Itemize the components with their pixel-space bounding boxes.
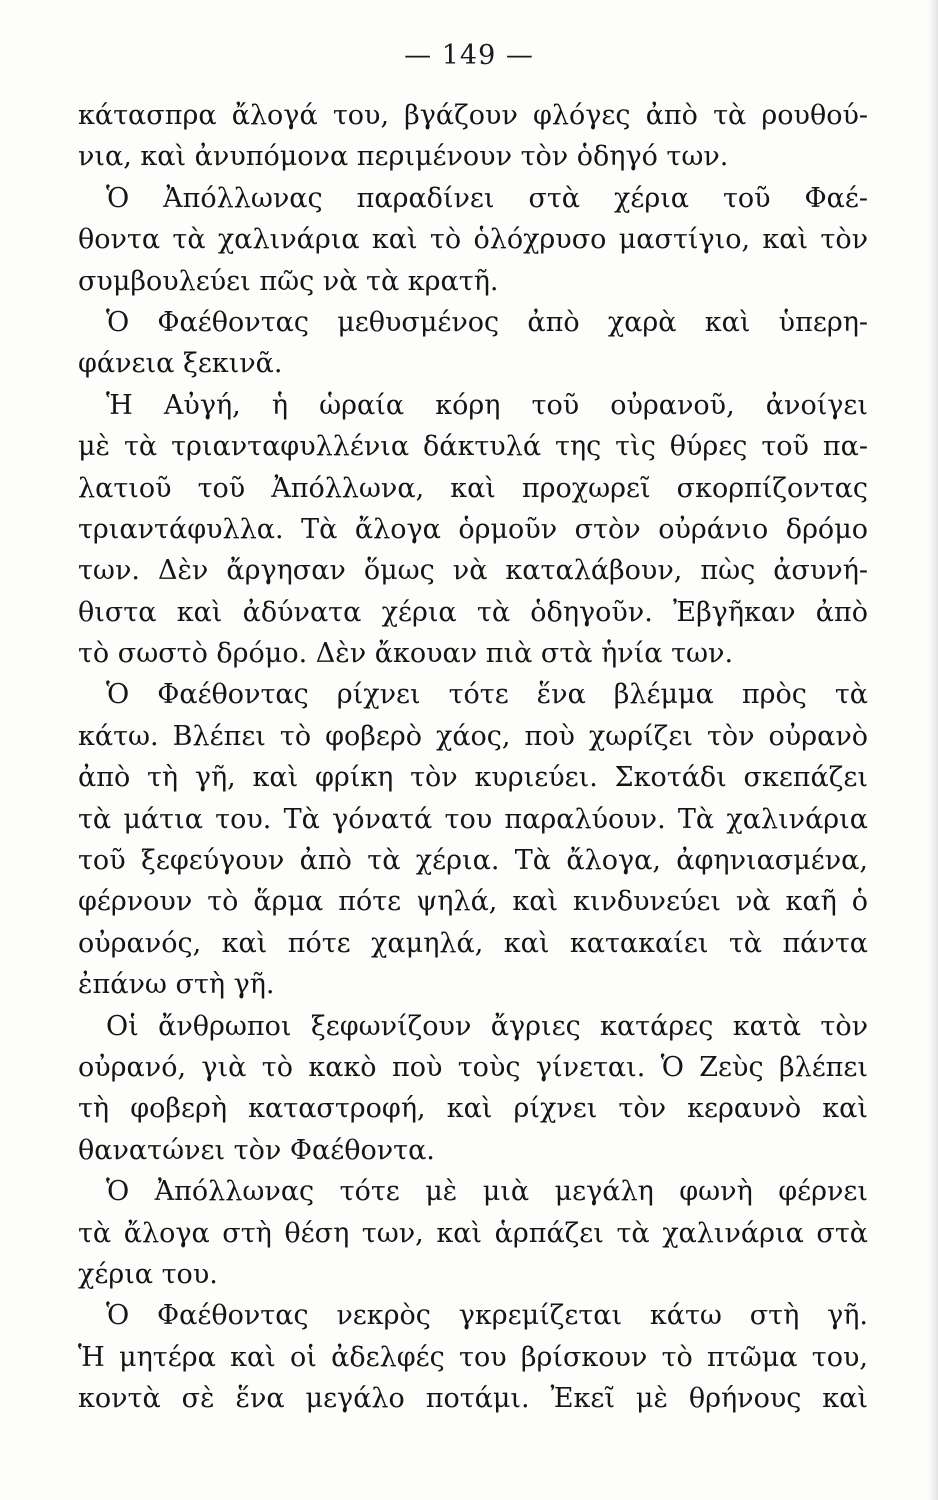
- text-line: ἀπὸ τὴ γῆ, καὶ φρίκη τὸν κυριεύει. Σκοτάδι σκεπάζει: [78, 762, 868, 794]
- text-line: φάνεια ξεκινᾶ.: [78, 348, 283, 380]
- text-line: Ὁ Φαέθοντας μεθυσμένος ἀπὸ χαρὰ καὶ ὑπερη-: [106, 306, 868, 338]
- text-line: τοῦ ξεφεύγουν ἀπὸ τὰ χέρια. Τὰ ἄλογα, ἀφηνιασμένα,: [78, 845, 868, 877]
- text-line: λατιοῦ τοῦ Ἀπόλλωνα, καὶ προχωρεῖ σκορπίζοντας: [78, 472, 868, 504]
- text-line: φέρνουν τὸ ἅρμα πότε ψηλά, καὶ κινδυνεύει νὰ καῆ ὁ: [78, 886, 868, 918]
- text-line: ἐπάνω στὴ γῆ.: [78, 969, 275, 1001]
- text-line: συμβουλεύει πῶς νὰ τὰ κρατῆ.: [78, 265, 499, 297]
- text-line: Ὁ Φαέθοντας νεκρὸς γκρεμίζεται κάτω στὴ γῆ.: [106, 1300, 868, 1332]
- text-line: τὰ ἄλογα στὴ θέση των, καὶ ἁρπάζει τὰ χαλινάρια στὰ: [78, 1217, 868, 1249]
- text-line: τὰ μάτια του. Τὰ γόνατά του παραλύουν. Τὰ χαλινάρια: [78, 803, 868, 835]
- text-line: κάτασπρα ἄλογά του, βγάζουν φλόγες ἀπὸ τὰ ρουθού-: [78, 100, 868, 131]
- text-line: νια, καὶ ἀνυπόμονα περιμένουν τὸν ὁδηγό των.: [78, 141, 729, 173]
- text-line: οὐρανό, γιὰ τὸ κακὸ ποὺ τοὺς γίνεται. Ὁ Ζεὺς βλέπει: [78, 1051, 868, 1083]
- text-line: Ὁ Ἀπόλλωνας παραδίνει στὰ χέρια τοῦ Φαέ-: [106, 182, 868, 214]
- text-line: των. Δὲν ἄργησαν ὅμως νὰ καταλάβουν, πὼς ἀσυνή-: [78, 555, 868, 587]
- text-line: κοντὰ σὲ ἕνα μεγάλο ποτάμι. Ἐκεῖ μὲ θρήνους καὶ: [78, 1383, 868, 1415]
- text-line: θανατώνει τὸν Φαέθοντα.: [78, 1134, 435, 1166]
- text-line: οὐρανός, καὶ πότε χαμηλά, καὶ κατακαίει τὰ πάντα: [78, 927, 868, 959]
- text-line: θιστα καὶ ἀδύνατα χέρια τὰ ὁδηγοῦν. Ἐβγῆκαν ἀπὸ: [78, 596, 868, 628]
- text-line: Οἱ ἄνθρωποι ξεφωνίζουν ἄγριες κατάρες κατὰ τὸν: [106, 1010, 868, 1042]
- text-line: Ὁ Ἀπόλλωνας τότε μὲ μιὰ μεγάλη φωνὴ φέρνει: [106, 1176, 868, 1208]
- page-edge-shadow: [928, 0, 938, 1500]
- text-line: τὸ σωστὸ δρόμο. Δὲν ἄκουαν πιὰ στὰ ἡνία των.: [78, 638, 734, 670]
- text-line: Ὁ Φαέθοντας ρίχνει τότε ἕνα βλέμμα πρὸς τὰ: [106, 679, 868, 711]
- text-line: Ἡ Αὐγή, ἡ ὡραία κόρη τοῦ οὐρανοῦ, ἀνοίγει: [106, 389, 868, 421]
- page-text-body: [78, 95, 868, 1420]
- text-line: μὲ τὰ τριανταφυλλένια δάκτυλά της τὶς θύρες τοῦ πα-: [78, 431, 868, 463]
- text-line: κάτω. Βλέπει τὸ φοβερὸ χάος, ποὺ χωρίζει τὸν οὐρανὸ: [78, 720, 868, 752]
- text-line: θοντα τὰ χαλινάρια καὶ τὸ ὁλόχρυσο μαστίγιο, καὶ τὸν: [78, 224, 868, 256]
- text-line: Ἡ μητέρα καὶ οἱ ἀδελφές του βρίσκουν τὸ πτῶμα του,: [78, 1341, 868, 1373]
- page-number: — 149 —: [404, 40, 534, 71]
- text-line: τὴ φοβερὴ καταστροφή, καὶ ρίχνει τὸν κεραυνὸ καὶ: [78, 1093, 868, 1125]
- text-line: χέρια του.: [78, 1258, 218, 1290]
- text-line: τριαντάφυλλα. Τὰ ἄλογα ὁρμοῦν στὸν οὐράνιο δρόμο: [78, 513, 868, 545]
